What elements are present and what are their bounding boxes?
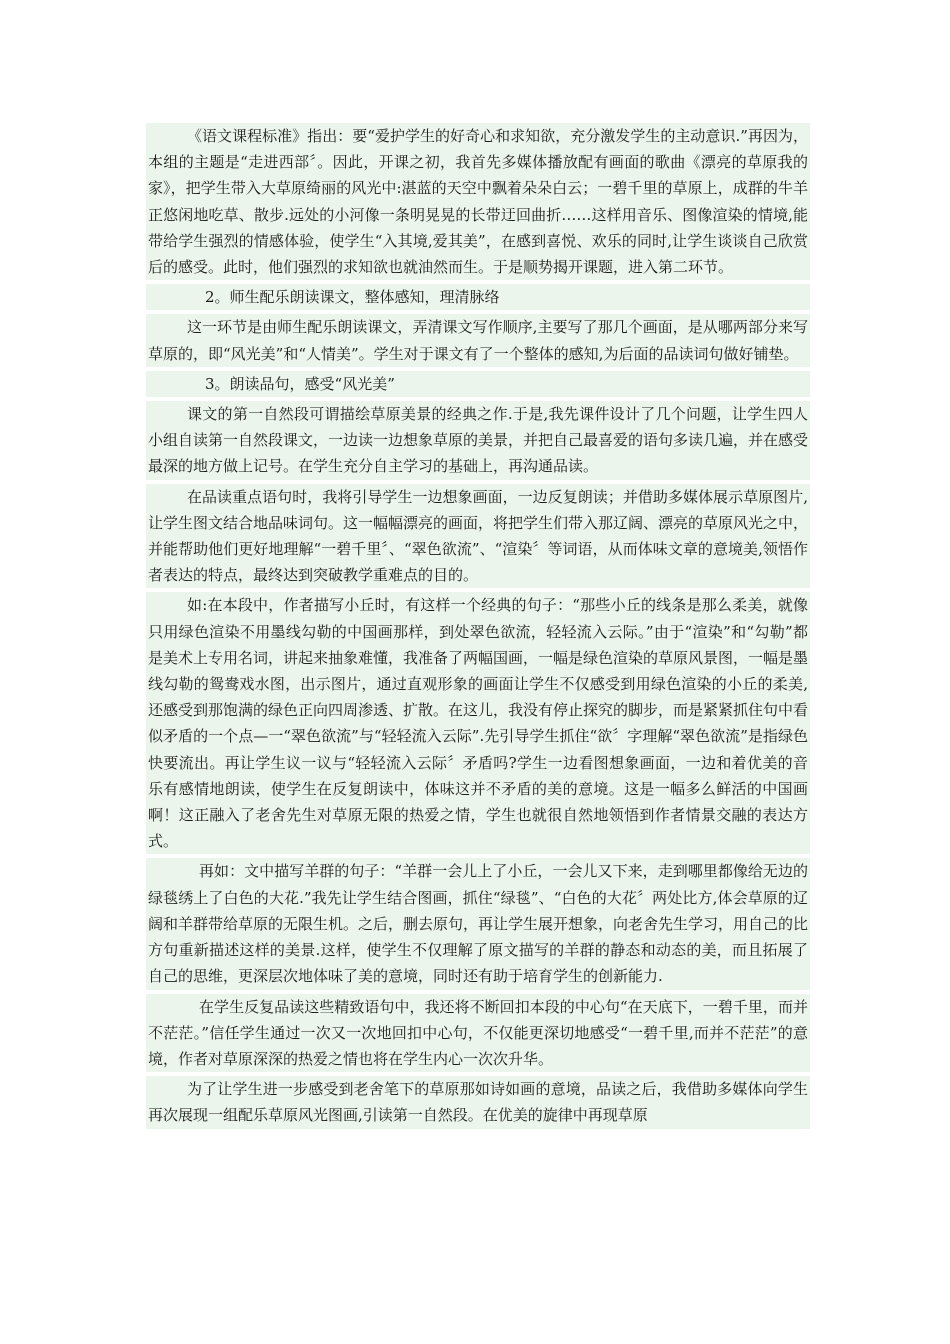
document-body (146, 123, 810, 1133)
paragraph-central-sentence: 在学生反复品读这些精致语句中，我还将不断回扣本段的中心句“在天底下，一碧千里，而并不茫茫。”信任学生通过一次又一次地回扣中心句，不仅能更深切地感受“一碧千里,而并不茫茫”的意境，作者对草原深深的热爱之情也将在学生内心一次次升华。 (146, 994, 810, 1073)
paragraph-curriculum-standard: 《语文课程标准》指出：要“爱护学生的好奇心和求知欲，充分激发学生的主动意识.”再因为，本组的主题是“走进西部〞。因此，开课之初，我首先多媒体播放配有画面的歌曲《漂亮的草原我的家》，把学生带入大草原绮丽的风光中:湛蓝的天空中飘着朵朵白云；一碧千里的草原上，成群的牛羊正悠闲地吃草、散步.远处的小河像一条明晃晃的长带迂回曲折……这样用音乐、图像渲染的情境,能带给学生强烈的情感体验，使学生“入其境,爱其美”，在感到喜悦、欢乐的同时,让学生谈谈自己欣赏后的感受。此时，他们强烈的求知欲也就油然而生。于是顺势揭开课题，进入第二环节。 (146, 123, 810, 280)
paragraph-hills-example: 如:在本段中，作者描写小丘时，有这样一个经典的句子：“那些小丘的线条是那么柔美，就像只用绿色渲染不用墨线勾勒的中国画那样，到处翠色欲流，轻轻流入云际。”由于“渲染”和“勾勒”都是美术上专用名词，讲起来抽象难懂，我准备了两幅国画，一幅是绿色渲染的草原风景图，一幅是墨线勾勒的鸳鸯戏水图，出示图片，通过直观形象的画面让学生不仅感受到用绿色渲染的小丘的柔美,还感受到那饱满的绿色正向四周渗透、扩散。在这儿，我没有停止探究的脚步，而是紧紧抓住句中看似矛盾的一个点—一“翠色欲流”与“轻轻流入云际”.先引导学生抓住“欲〞字理解“翠色欲流”是指绿色快要流出。再让学生议一议与“轻轻流入云际〞矛盾吗?学生一边看图想象画面，一边和着优美的音乐有感情地朗读，使学生在反复朗读中，体味这并不矛盾的美的意境。这是一幅多么鲜活的中国画啊！这正融入了老舍先生对草原无限的热爱之情，学生也就很自然地领悟到作者情景交融的表达方式。 (146, 592, 810, 854)
section-heading-2: 2。师生配乐朗读课文，整体感知，理清脉络 (146, 284, 810, 310)
paragraph-sheep-example: 再如：文中描写羊群的句子：“羊群一会儿上了小丘，一会儿又下来，走到哪里都像给无边的绿毯绣上了白色的大花.”我先让学生结合图画，抓住“绿毯”、“白色的大花〞两处比方,体会草原的辽阔和羊群带给草原的无限生机。之后，删去原句，再让学生展开想象，向老舍先生学习，用自己的比方句重新描述这样的美景.这样，使学生不仅理解了原文描写的羊群的静态和动态的美，而且拓展了自己的思维，更深层次地体味了美的意境，同时还有助于培育学生的创新能力. (146, 858, 810, 989)
section-heading-3: 3。朗读品句，感受“风光美” (146, 371, 810, 397)
paragraph-reading-overview: 这一环节是由师生配乐朗读课文，弄清课文写作顺序,主要写了那几个画面，是从哪两部分来写草原的，即“风光美”和“人情美”。学生对于课文有了一个整体的感知,为后面的品读词句做好铺垫。 (146, 314, 810, 366)
paragraph-key-sentences: 在品读重点语句时，我将引导学生一边想象画面，一边反复朗读；并借助多媒体展示草原图片,让学生图文结合地品味词句。这一幅幅漂亮的画面，将把学生们带入那辽阔、漂亮的草原风光之中，并能帮助他们更好地理解“一碧千里〞、“翠色欲流”、“渲染〞等词语，从而体味文章的意境美,领悟作者表达的特点，最终达到突破教学重难点的目的。 (146, 484, 810, 589)
paragraph-multimedia-review: 为了让学生进一步感受到老舍笔下的草原那如诗如画的意境，品读之后，我借助多媒体向学生再次展现一组配乐草原风光图画,引读第一自然段。在优美的旋律中再现草原 (146, 1076, 810, 1128)
paragraph-first-section: 课文的第一自然段可谓描绘草原美景的经典之作.于是,我先课件设计了几个问题，让学生四人小组自读第一自然段课文，一边读一边想象草原的美景，并把自己最喜爱的语句多读几遍，并在感受最深的地方做上记号。在学生充分自主学习的基础上，再沟通品读。 (146, 401, 810, 480)
